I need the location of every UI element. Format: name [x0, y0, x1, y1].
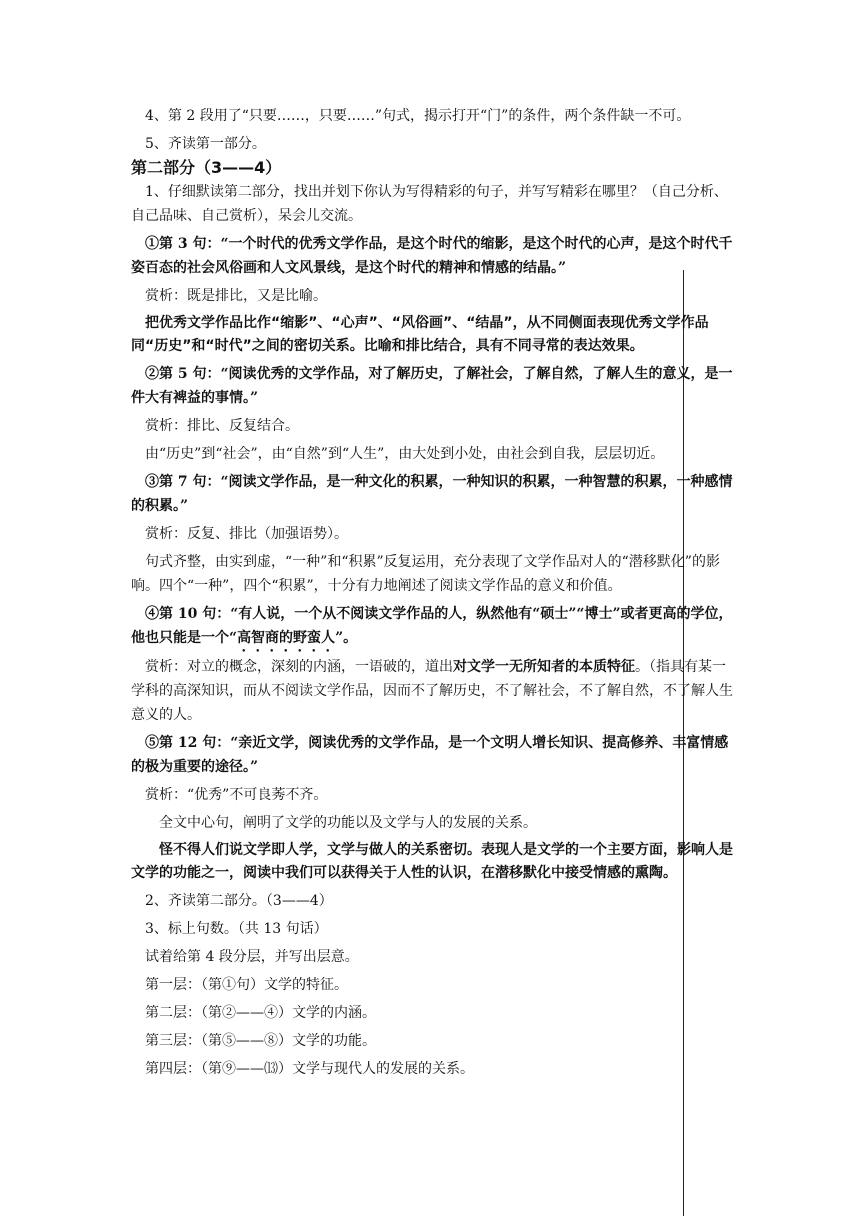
- appreciation: 赏析：排比、反复结合。: [145, 418, 299, 434]
- emphasized-phrase: 对文学一无所知者的本质特征: [453, 659, 635, 675]
- emphasized-phrase: 高智商的野蛮人: [237, 630, 336, 646]
- paragraph: 4、第 2 段用了“只要……，只要……”句式，揭示打开“门”的条件，两个条件缺一不可。: [145, 108, 691, 124]
- quoted-sentence: ⑤第 12 句：“亲近文学，阅读优秀的文学作品，是一个文明人增长知识、提高修养、丰富情感的极为重要的途径。”: [131, 735, 729, 775]
- quoted-sentence: [131, 602, 733, 655]
- explanation: 句式齐整，由实到虚，“一种”和“积累”反复运用，充分表现了文学作品对人的“潜移默化”的影响。四个“一种”，四个“积累”，十分有力地阐述了阅读文学作品的意义和价值。: [131, 554, 720, 594]
- paragraph: 3、标上句数。（共 13 句话）: [145, 921, 328, 937]
- appreciation-text: 。（指具有某一学科的高深知识，而从不阅读文学作品，因而不了解历史，不了解社会，不了解自然，不了解人生意义的人。: [131, 659, 733, 723]
- quoted-sentence: ②第 5 句：“阅读优秀的文学作品，对了解历史，了解社会，了解自然，了解人生的意义，是一件大有裨益的事情。”: [131, 366, 733, 406]
- sentence-text: ”。: [335, 630, 358, 646]
- appreciation: 赏析：既是排比，又是比喻。: [145, 288, 327, 304]
- paragraph: 2、齐读第二部分。（3——4）: [145, 893, 333, 909]
- document-body: [131, 104, 733, 1081]
- quoted-sentence: ①第 3 句：“一个时代的优秀文学作品，是这个时代的缩影，是这个时代的心声，是这个时代千姿百态的社会风俗画和人文风景线，是这个时代的精神和情感的结晶。”: [131, 236, 733, 276]
- central-sentence-note: 全文中心句，阐明了文学的功能以及文学与人的发展的关系。: [159, 815, 537, 831]
- layer-item: 第三层：（第⑤——⑧）文学的功能。: [145, 1033, 376, 1049]
- explanation: 把优秀文学作品比作“缩影”、“心声”、“风俗画”、“结晶”，从不同侧面表现优秀文学作品同“历史”和“时代”之间的密切关系。比喻和排比结合，具有不同寻常的表达效果。: [131, 315, 709, 354]
- paragraph: 1、仔细默读第二部分，找出并划下你认为写得精彩的句子，并写写精彩在哪里？（自己分析、自己品味、自己赏析），呆会儿交流。: [131, 184, 728, 224]
- appreciation: 赏析：“优秀”不可良莠不齐。: [145, 787, 328, 803]
- appreciation: [131, 655, 733, 727]
- sentence-text: ④第 10 句：“有人说，一个从不阅读文学作品的人，纵然他有“硕士”“博士”或者更高的学位，他也只能是一个“: [131, 606, 733, 646]
- appreciation-text: 赏析：对立的概念，深刻的内涵，一语破的，道出: [145, 659, 453, 675]
- summary-paragraph: 怪不得人们说文学即人学，文学与做人的关系密切。表现人是文学的一个主要方面，影响人是文学的功能之一，阅读中我们可以获得关于人性的认识，在潜移默化中接受情感的熏陶。: [131, 842, 733, 881]
- section-heading: 第二部分（3——4）: [131, 158, 282, 177]
- explanation: 由“历史”到“社会”，由“自然”到“人生”，由大处到小处，由社会到自我，层层切近。: [145, 446, 665, 462]
- layer-item: 第一层：（第①句）文学的特征。: [145, 977, 348, 993]
- paragraph: 试着给第 4 段分层，并写出层意。: [145, 949, 359, 965]
- appreciation: 赏析：反复、排比（加强语势）。: [145, 526, 348, 542]
- layer-item: 第二层：（第②——④）文学的内涵。: [145, 1005, 376, 1021]
- paragraph: 5、齐读第一部分。: [145, 136, 266, 152]
- layer-item: 第四层：（第⑨——⒀）文学与现代人的发展的关系。: [145, 1061, 474, 1077]
- quoted-sentence: ③第 7 句：“阅读文学作品，是一种文化的积累，一种知识的积累，一种智慧的积累，一种感情的积累。”: [131, 474, 733, 514]
